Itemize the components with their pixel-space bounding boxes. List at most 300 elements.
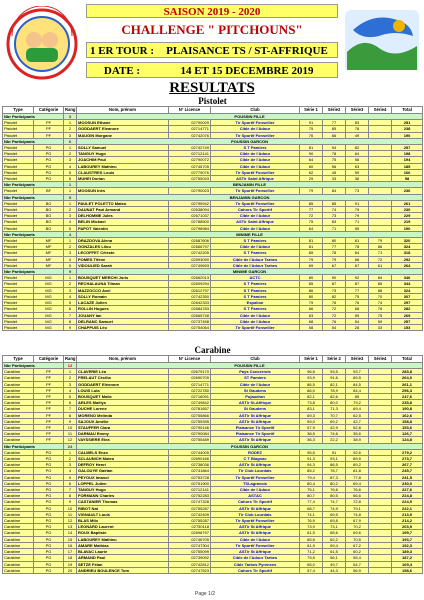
- cell-categorie: MG: [34, 324, 64, 330]
- cell-serie2: 74,7: [323, 499, 346, 505]
- cell-rang: 5: [64, 394, 77, 400]
- cell-serie2: 74: [323, 207, 346, 213]
- cell-serie1: 68,7: [300, 505, 323, 511]
- cell-serie1: 64: [300, 225, 323, 231]
- cell-club: ASTir St Affrique: [211, 505, 300, 511]
- cell-categorie: PG: [34, 518, 64, 524]
- cell-serie1: 79: [300, 188, 323, 194]
- cell-nom: GODDAERT Eleanore: [77, 126, 169, 132]
- cell-serie1: 80: [300, 275, 323, 281]
- cell-serie1: 38,5: [300, 431, 323, 437]
- cell-serie1: 75: [300, 126, 323, 132]
- cell-rang: 3: [64, 287, 77, 293]
- cell-rang: 13: [64, 524, 77, 530]
- cell-total: 230,0: [392, 480, 423, 486]
- cell-categorie: PG: [34, 561, 64, 567]
- cell-serie3: 85: [346, 394, 369, 400]
- cell-serie1: 80,4: [300, 480, 323, 486]
- cell-serie2: 78: [323, 151, 346, 157]
- cell-serie2: 76: [323, 300, 346, 306]
- cell-serie2: 67: [323, 262, 346, 268]
- cell-serie2: 85: [323, 126, 346, 132]
- cell-total: 320: [392, 238, 423, 244]
- cell-serie3: 75: [346, 293, 369, 299]
- cell-licence: 02690166: [169, 456, 211, 462]
- cell-club: ASTir St Affrique: [211, 549, 300, 555]
- cell-rang: 6: [64, 400, 77, 406]
- cell-club: Tir Sportif Fonsellier: [211, 474, 300, 480]
- cell-club: Tir Sportif Fonsellier: [211, 518, 300, 524]
- cell-rang: 7: [64, 487, 77, 493]
- cell-serie1: 66: [300, 306, 323, 312]
- cell-nom: TANGUY Hugo: [77, 151, 169, 157]
- cell-serie3: 82: [346, 145, 369, 151]
- cell-serie3: 74,8: [346, 511, 369, 517]
- cell-nom: MOOSUN Inès: [77, 188, 169, 194]
- cell-rang: 3: [64, 213, 77, 219]
- cell-total: 224,8: [392, 493, 423, 499]
- cell-serie2: 56,1: [323, 555, 346, 561]
- cell-type: Carabine: [3, 518, 34, 524]
- cell-type: Carabine: [3, 449, 34, 455]
- cell-club: Tir Sportif Fonsellier: [211, 169, 300, 175]
- cell-club: Tir Sportif Fonsellier: [211, 200, 300, 206]
- cell-categorie: MF: [34, 238, 64, 244]
- cell-categorie: PG: [34, 474, 64, 480]
- cell-nom: VAYSSIERE Elea: [77, 437, 169, 443]
- cell-club: Tir Sportif Fonsellier: [211, 120, 300, 126]
- cell-serie1: 86,0: [300, 387, 323, 393]
- cell-club: St Gaudens: [211, 387, 300, 393]
- cell-type: Pistolet: [3, 219, 34, 225]
- cell-total: 307: [392, 293, 423, 299]
- cell-total: 251: [392, 120, 423, 126]
- cell-serie1: 79: [300, 256, 323, 262]
- col-categorie: Catégorie: [34, 356, 64, 363]
- cell-serie1: 29: [300, 176, 323, 182]
- cell-serie4: [369, 567, 392, 573]
- col-serie4: Série4: [369, 356, 392, 363]
- col-serie1: Série 1: [300, 107, 323, 114]
- document-header: [0, 0, 424, 86]
- cell-nom: CALMELS Enzo: [77, 449, 169, 455]
- cell-serie2: 73: [323, 287, 346, 293]
- cell-nom: RIBOT Nat: [77, 505, 169, 511]
- cell-total: 227,6: [392, 487, 423, 493]
- cell-nom: PAULET POLETTO Mateo: [77, 200, 169, 206]
- cell-rang: 10: [64, 425, 77, 431]
- cell-serie3: 59: [346, 169, 369, 175]
- cell-rang: 6: [64, 176, 77, 182]
- category-name: POUSSIN GARCON: [77, 443, 423, 449]
- cell-licence: 02741864: [169, 468, 211, 474]
- cell-serie4: 61: [369, 262, 392, 268]
- cell-serie2: 70,7: [323, 412, 346, 418]
- cell-serie3: 84: [346, 250, 369, 256]
- cell-serie3: 68: [346, 256, 369, 262]
- cell-serie3: 81: [346, 238, 369, 244]
- cell-nom: BOUSQUET Malie: [77, 394, 169, 400]
- cell-serie3: 69,4: [346, 480, 369, 486]
- cell-club: ASTir Saint Affrique: [211, 219, 300, 225]
- cell-serie1: 91,3: [300, 456, 323, 462]
- cell-serie2: 90: [323, 275, 346, 281]
- cell-licence: 02666797: [169, 244, 211, 250]
- results-heading: RESULTATS: [169, 80, 255, 96]
- cell-total: 269: [392, 312, 423, 318]
- cell-serie4: 59: [369, 318, 392, 324]
- cell-categorie: PG: [34, 549, 64, 555]
- cell-club: Pays Concerrois: [211, 369, 300, 375]
- cell-total: 199,7: [392, 530, 423, 536]
- cell-club: Cible de l'Adour: [211, 487, 300, 493]
- cell-serie2: 93,5: [323, 369, 346, 375]
- cell-serie3: 79: [346, 207, 369, 213]
- cell-categorie: PF: [34, 437, 64, 443]
- cell-type: Carabine: [3, 375, 34, 381]
- cell-licence: 02742812: [169, 561, 211, 567]
- cell-total: 193,7: [392, 536, 423, 542]
- cell-club: Tir Club Lourdais: [211, 511, 300, 517]
- date-value: 14 ET 15 DECEMBRE 2019: [180, 65, 314, 77]
- cell-type: Carabine: [3, 387, 34, 393]
- cell-rang: 1: [64, 188, 77, 194]
- cell-serie2: 54: [323, 324, 346, 330]
- cell-serie1: 73,8: [300, 400, 323, 406]
- participants-label: Nbr Participants: [3, 138, 64, 144]
- cell-total: 241,5: [392, 474, 423, 480]
- cell-serie3: 77: [346, 287, 369, 293]
- cell-total: 344: [392, 281, 423, 287]
- participants-count: 4: [64, 231, 77, 237]
- cell-club: Cible de l'Adour Tarbes: [211, 555, 300, 561]
- cell-nom: LECOFFET Céleste: [77, 250, 169, 256]
- cell-club: Cible de l'Adour: [211, 157, 300, 163]
- cell-club: Cible de l'Adour: [211, 536, 300, 542]
- cell-licence: 02739092: [169, 555, 211, 561]
- cell-club: Cible de l'Adour: [211, 318, 300, 324]
- cell-serie3: 79,2: [346, 400, 369, 406]
- cell-licence: 02746705: [169, 163, 211, 169]
- cell-total: 194: [392, 157, 423, 163]
- cell-serie4: 88: [369, 287, 392, 293]
- cell-total: 229: [392, 213, 423, 219]
- cell-licence: 02790023: [169, 188, 211, 194]
- cell-club: ASTir St-Affrique: [211, 400, 300, 406]
- cell-nom: DRAZDOVA Alena: [77, 238, 169, 244]
- carabine-column-headers: [3, 356, 423, 363]
- category-name: MINIME GARCON: [77, 269, 423, 275]
- cell-serie2: 72: [323, 306, 346, 312]
- cell-club: Cahors Tir Sportif: [211, 567, 300, 573]
- cell-rang: 1: [64, 145, 77, 151]
- cell-licence: 02690709: [169, 375, 211, 381]
- cell-club: RODEZ: [211, 449, 300, 455]
- cell-rang: 5: [64, 300, 77, 306]
- cell-serie1: 59,0: [300, 418, 323, 424]
- cell-categorie: PF: [34, 387, 64, 393]
- cell-licence: 02747304: [169, 542, 211, 548]
- cell-serie2: 68,6: [323, 530, 346, 536]
- cell-serie1: 75,1: [300, 487, 323, 493]
- cell-categorie: BG: [34, 213, 64, 219]
- cell-categorie: BG: [34, 225, 64, 231]
- cell-total: 224,9: [392, 499, 423, 505]
- cell-categorie: PF: [34, 400, 64, 406]
- cell-serie1: 57,4: [300, 567, 323, 573]
- col-club: Club: [211, 356, 300, 363]
- cell-club: Cible de l'Adour: [211, 312, 300, 318]
- cell-nom: RECHALAUNA Tilman: [77, 281, 169, 287]
- cell-categorie: PG: [34, 163, 64, 169]
- cell-categorie: MG: [34, 312, 64, 318]
- cell-rang: 19: [64, 561, 77, 567]
- cell-serie2: 59,4: [323, 542, 346, 548]
- cell-licence: 02798984: [169, 225, 211, 231]
- col-categorie: Catégorie: [34, 107, 64, 114]
- cell-total: 346: [392, 275, 423, 281]
- col-total: Total: [392, 107, 423, 114]
- cell-serie3: 36: [346, 176, 369, 182]
- cell-serie3: 52,8: [346, 425, 369, 431]
- cell-nom: MAZZOCCO Axel: [77, 287, 169, 293]
- cell-type: Pistolet: [3, 312, 34, 318]
- cell-licence: 02779076: [169, 169, 211, 175]
- cell-licence: 02671037: [169, 213, 211, 219]
- cell-serie3: 60,2: [346, 549, 369, 555]
- cell-total: 273,7: [392, 456, 423, 462]
- cell-total: 264: [392, 262, 423, 268]
- cell-serie2: 79: [323, 256, 346, 262]
- cell-licence: 02755395: [169, 418, 211, 424]
- cell-rang: 5: [64, 225, 77, 231]
- cell-total: 279,2: [392, 449, 423, 455]
- cell-serie1: 85: [300, 250, 323, 256]
- cell-club: Pujaudran: [211, 394, 300, 400]
- cell-rang: 5: [64, 474, 77, 480]
- cell-serie2: 73: [323, 213, 346, 219]
- participants-count: 5: [64, 194, 77, 200]
- tour-value: PLAISANCE TS / ST-AFFRIQUE: [166, 45, 328, 57]
- cell-licence: 02755099: [169, 549, 211, 555]
- cell-type: Carabine: [3, 456, 34, 462]
- cell-type: Carabine: [3, 505, 34, 511]
- cell-rang: 5: [64, 169, 77, 175]
- cell-nom: BELIN Mickael: [77, 219, 169, 225]
- cell-serie3: 67,2: [346, 542, 369, 548]
- cell-categorie: PF: [34, 406, 64, 412]
- cell-licence: 02755866: [169, 412, 211, 418]
- cell-type: Pistolet: [3, 281, 34, 287]
- cell-rang: 17: [64, 549, 77, 555]
- cell-serie3: 67: [346, 262, 369, 268]
- cell-serie1: 79,4: [300, 474, 323, 480]
- cell-serie2: 69,5: [323, 511, 346, 517]
- cell-total: 158,8: [392, 418, 423, 424]
- cell-club: ASTir Saint Affrique: [211, 176, 300, 182]
- cell-categorie: PF: [34, 375, 64, 381]
- cell-rang: 1: [64, 238, 77, 244]
- cell-serie1: 81: [300, 238, 323, 244]
- cell-serie3: 92: [346, 275, 369, 281]
- cell-serie3: 28: [346, 324, 369, 330]
- cell-type: Carabine: [3, 406, 34, 412]
- cell-categorie: PG: [34, 449, 64, 455]
- cell-rang: 2: [64, 375, 77, 381]
- cell-serie2: 56: [323, 163, 346, 169]
- cell-licence: 02642333: [169, 300, 211, 306]
- cell-club: ST Pamiers: [211, 375, 300, 381]
- cell-serie3: 83: [346, 120, 369, 126]
- cell-total: 222,1: [392, 505, 423, 511]
- cell-serie2: 85: [323, 200, 346, 206]
- cell-rang: 9: [64, 418, 77, 424]
- cell-serie3: 54,7: [346, 561, 369, 567]
- cell-categorie: PF: [34, 418, 64, 424]
- cell-total: 213,9: [392, 511, 423, 517]
- participants-label: Nbr Participants: [3, 194, 64, 200]
- cell-serie2: 45: [323, 169, 346, 175]
- cell-club: Tir Sportif Fonsellier: [211, 324, 300, 330]
- cell-serie2: 80,2: [323, 480, 346, 486]
- cell-licence: 02749842: [169, 400, 211, 406]
- cell-type: Pistolet: [3, 244, 34, 250]
- cell-serie2: 76: [323, 318, 346, 324]
- cell-licence: 02746705: [169, 536, 211, 542]
- cell-type: Pistolet: [3, 238, 34, 244]
- cell-serie3: 69,4: [346, 406, 369, 412]
- cell-serie3: 92,6: [346, 449, 369, 455]
- cell-serie1: 93,9: [300, 375, 323, 381]
- cell-serie2: 75: [323, 157, 346, 163]
- cell-nom: SOLLY Samuel: [77, 145, 169, 151]
- cell-serie2: 82: [323, 293, 346, 299]
- cell-type: Pistolet: [3, 275, 34, 281]
- participants-count: 3: [64, 114, 77, 120]
- cell-categorie: PG: [34, 530, 64, 536]
- cell-nom: AMARE Mathias: [77, 542, 169, 548]
- cell-rang: 6: [64, 306, 77, 312]
- cell-nom: DAUNAT Paul Armand: [77, 207, 169, 213]
- cell-nom: DEFROY Henri: [77, 462, 169, 468]
- cell-total: 230: [392, 207, 423, 213]
- participants-count: 6: [64, 138, 77, 144]
- cell-licence: 02665748: [169, 312, 211, 318]
- cell-serie1: 95,6: [300, 449, 323, 455]
- cell-serie4: 70: [369, 293, 392, 299]
- cell-serie3: 70,5: [346, 536, 369, 542]
- cell-categorie: PG: [34, 499, 64, 505]
- participants-label: Nbr Participants: [3, 231, 64, 237]
- participants-label: Nbr Participants: [3, 269, 64, 275]
- cell-serie4: 84: [369, 275, 392, 281]
- cell-type: Pistolet: [3, 306, 34, 312]
- cell-nom: ANDRIEU BOULENCE Tom: [77, 567, 169, 573]
- cell-serie2: 33: [323, 176, 346, 182]
- participants-label: Nbr Participants: [3, 114, 64, 120]
- cell-type: Carabine: [3, 542, 34, 548]
- date-label: DATE :: [103, 65, 141, 77]
- cell-serie3: 79,1: [346, 505, 369, 511]
- cell-licence: 02795942: [169, 200, 211, 206]
- cell-club: Tir Sportif Fonsellier: [211, 188, 300, 194]
- cell-serie1: 85: [300, 281, 323, 287]
- cell-rang: 4: [64, 468, 77, 474]
- cell-categorie: PG: [34, 480, 64, 486]
- cell-serie3: 78: [346, 126, 369, 132]
- cell-total: 190,8: [392, 406, 423, 412]
- category-name: POUSSIN FILLE: [77, 114, 423, 120]
- cell-licence: 02742076: [169, 132, 211, 138]
- cell-serie3: 79: [346, 213, 369, 219]
- cell-club: ASTir St Affrique: [211, 437, 300, 443]
- cell-licence: 02749693: [169, 262, 211, 268]
- participants-count: 12: [64, 363, 77, 369]
- cell-nom: CHAPPUIS Léo: [77, 324, 169, 330]
- cell-serie4: 72: [369, 256, 392, 262]
- cell-club: Cible de l'Adour: [211, 225, 300, 231]
- cell-categorie: PG: [34, 524, 64, 530]
- cell-serie1: 94,3: [300, 462, 323, 468]
- cell-serie3: 54: [346, 318, 369, 324]
- cell-nom: LACAZE Julien: [77, 300, 169, 306]
- cell-rang: 8: [64, 493, 77, 499]
- cell-nom: GODDAERT Eléonore: [77, 381, 169, 387]
- cell-rang: 15: [64, 536, 77, 542]
- participants-count: 9: [64, 269, 77, 275]
- cell-nom: GALOUYE Gaétan: [77, 468, 169, 474]
- cell-serie3: 70,2: [346, 524, 369, 530]
- cell-total: 238: [392, 126, 423, 132]
- cell-licence: 02712141: [169, 151, 211, 157]
- cell-serie2: 78: [323, 250, 346, 256]
- cell-rang: 1: [64, 120, 77, 126]
- cell-type: Carabine: [3, 400, 34, 406]
- cell-rang: 2: [64, 151, 77, 157]
- cell-serie1: 63: [300, 312, 323, 318]
- cell-licence: 02750118: [169, 524, 211, 530]
- cell-licence: 02742350: [169, 293, 211, 299]
- cell-serie3: 55: [346, 225, 369, 231]
- cell-type: Pistolet: [3, 213, 34, 219]
- cell-club: S T Pamiers: [211, 306, 300, 312]
- cell-type: Pistolet: [3, 287, 34, 293]
- cell-rang: 2: [64, 126, 77, 132]
- cell-serie1: 76: [300, 132, 323, 138]
- cell-serie3: 78: [346, 244, 369, 250]
- col-nom: Nom, prénom: [77, 356, 169, 363]
- cell-categorie: PF: [34, 381, 64, 387]
- cell-licence: 02790072: [169, 157, 211, 163]
- cell-rang: 20: [64, 567, 77, 573]
- cell-nom: BOUSQUET MERCHI Joris: [77, 275, 169, 281]
- cell-club: Plaisance Tir Sportif: [211, 425, 300, 431]
- cell-total: 162,6: [392, 412, 423, 418]
- cell-licence: 02753728: [169, 474, 211, 480]
- cell-serie3: 66,6: [346, 493, 369, 499]
- cell-categorie: MG: [34, 318, 64, 324]
- cell-nom: ARLES Maëlys: [77, 400, 169, 406]
- cell-rang: 1: [64, 369, 77, 375]
- cell-nom: ROLLIN Hugues: [77, 306, 169, 312]
- cell-nom: ROUX Baptiste: [77, 530, 169, 536]
- cell-type: Pistolet: [3, 188, 34, 194]
- cell-rang: 8: [64, 412, 77, 418]
- cell-categorie: PG: [34, 542, 64, 548]
- carabine-section-title: Carabine: [3, 345, 423, 356]
- cell-serie3: 89,5: [346, 375, 369, 381]
- cell-serie2: 69,8: [323, 518, 346, 524]
